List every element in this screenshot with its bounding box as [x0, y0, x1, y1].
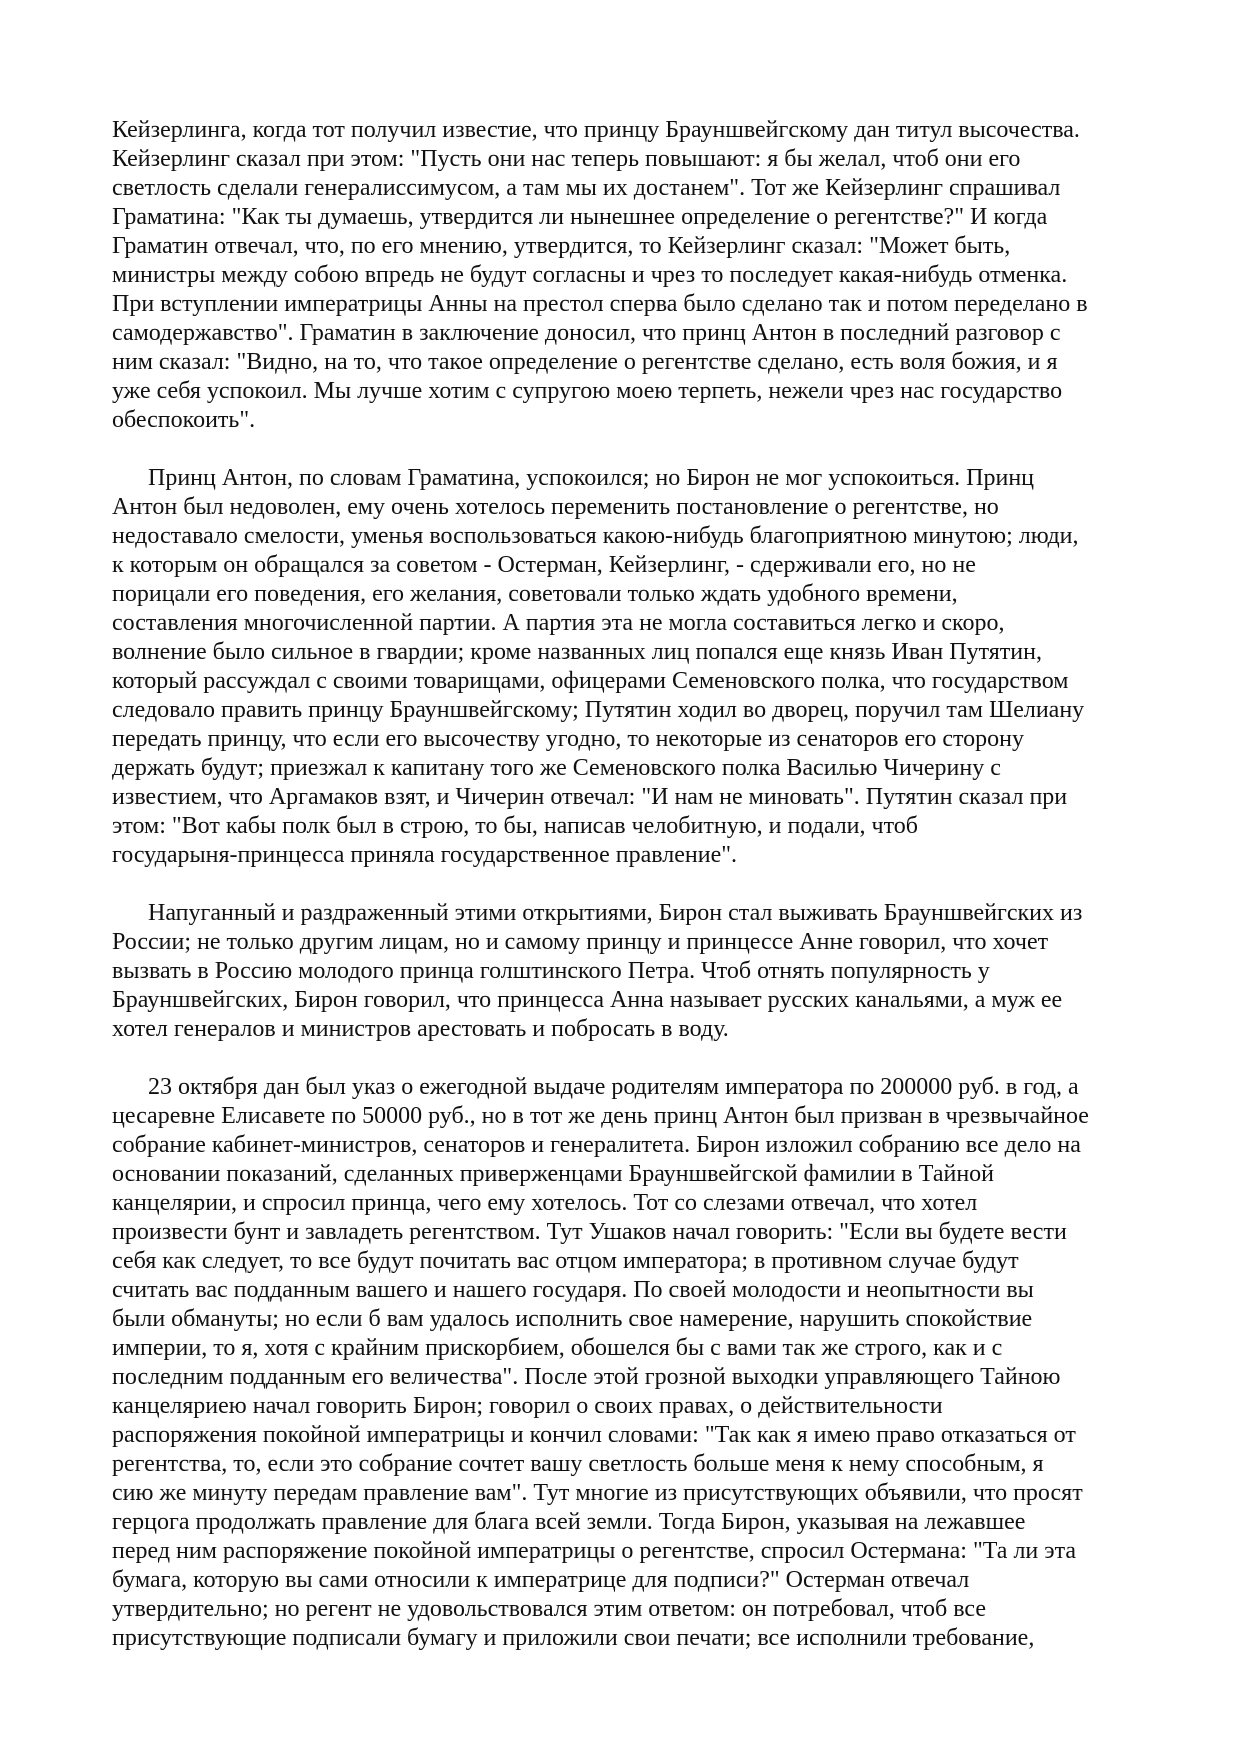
text-line: Антон был недоволен, ему очень хотелось переменить постановление о регентстве, но [112, 494, 999, 520]
text-line: канцеляриею начал говорить Бирон; говорил о своих правах, о действительности [112, 1393, 943, 1419]
text-line: основании показаний, сделанных приверженцами Брауншвейгской фамилии в Тайной [112, 1161, 995, 1187]
text-line: себя как следует, то все будут почитать вас отцом императора; в противном случае будут [112, 1248, 1019, 1274]
text-line: цесаревне Елисавете по 50000 руб., но в тот же день принц Антон был призван в чрезвычайное [112, 1103, 1089, 1129]
text-line: ним сказал: "Видно, на то, что такое определение о регентстве сделано, есть воля божия, и я [112, 349, 1058, 375]
text-line: были обмануты; но если б вам удалось исполнить свое намерение, нарушить спокойствие [112, 1306, 1033, 1332]
text-line: держать будут; приезжал к капитану того же Семеновского полка Василью Чичерину с [112, 755, 1001, 781]
text-line: известием, что Аргамаков взят, и Чичерин отвечал: "И нам не миновать". Путятин сказал при [112, 784, 1068, 810]
text-line: Граматина: "Как ты думаешь, утвердится ли нынешнее определение о регентстве?" И когда [112, 204, 1048, 230]
text-line: считать вас подданным вашего и нашего государя. По своей молодости и неопытности вы [112, 1277, 1034, 1303]
text-line: бумага, которую вы сами относили к императрице для подписи?" Остерман отвечал [112, 1567, 970, 1593]
text-line: обеспокоить". [112, 407, 256, 433]
text-line: следовало править принцу Брауншвейгскому; Путятин ходил во дворец, поручил там Шелиану [112, 697, 1085, 723]
text-line: недоставало смелости, уменья воспользоваться какою-нибудь благоприятною минутою; люди, [112, 523, 1079, 549]
text-line: регентства, то, если это собрание сочтет вашу светлость больше меня к нему способным, я [112, 1451, 1044, 1477]
text-line: волнение было сильное в гвардии; кроме названных лиц попался еще князь Иван Путятин, [112, 639, 1042, 665]
text-line: распоряжения покойной императрицы и кончил словами: "Так как я имею право отказаться от [112, 1422, 1076, 1448]
text-line: канцелярии, и спросил принца, чего ему хотелось. Тот со слезами отвечал, что хотел [112, 1190, 978, 1216]
text-line: последним подданным его величества". После этой грозной выходки управляющего Тайною [112, 1364, 1061, 1390]
text-line: к которым он обращался за советом - Остерман, Кейзерлинг, - сдерживали его, но не [112, 552, 976, 578]
text-line: министры между собою впредь не будут согласны и чрез то последует какая-нибудь отменка. [112, 262, 1068, 288]
text-line: светлость сделали генералиссимусом, а там мы их достанем". Тот же Кейзерлинг спрашивал [112, 175, 1061, 201]
paragraph-2 [112, 464, 1130, 870]
text-line: Принц Антон, по словам Граматина, успокоился; но Бирон не мог успокоиться. Принц [148, 465, 1035, 491]
text-line: уже себя успокоил. Мы лучше хотим с супругою моею терпеть, нежели чрез нас государство [112, 378, 1063, 404]
document-body [112, 116, 1130, 1682]
text-line: Брауншвейгских, Бирон говорил, что принцесса Анна называет русских канальями, а муж ее [112, 987, 1063, 1013]
text-line: При вступлении императрицы Анны на престол сперва было сделано так и потом переделано в [112, 291, 1088, 317]
text-line: Кейзерлинг сказал при этом: "Пусть они нас теперь повышают: я бы желал, чтоб они его [112, 146, 1021, 172]
text-line: Кейзерлинга, когда тот получил известие, что принцу Брауншвейгскому дан титул высочества. [112, 117, 1080, 143]
text-line: сию же минуту передам правление вам". Тут многие из присутствующих объявили, что просят [112, 1480, 1083, 1506]
text-line: присутствующие подписали бумагу и приложили свои печати; все исполнили требование, [112, 1625, 1035, 1651]
text-line: Напуганный и раздраженный этими открытиями, Бирон стал выживать Брауншвейгских из [148, 900, 1083, 926]
paragraph-1 [112, 116, 1130, 435]
text-line: перед ним распоряжение покойной императрицы о регентстве, спросил Остермана: "Та ли эта [112, 1538, 1077, 1564]
text-line: собрание кабинет-министров, сенаторов и генералитета. Бирон изложил собранию все дело на [112, 1132, 1081, 1158]
text-line: который рассуждал с своими товарищами, офицерами Семеновского полка, что государством [112, 668, 1069, 694]
text-line: хотел генералов и министров арестовать и побросать в воду. [112, 1016, 729, 1042]
paragraph-4 [112, 1073, 1130, 1653]
text-line: этом: "Вот кабы полк был в строю, то бы, написав челобитную, и подали, чтоб [112, 813, 918, 839]
text-line: империи, то я, хотя с крайним прискорбием, обошелся бы с вами так же строго, как и с [112, 1335, 1003, 1361]
text-line: утвердительно; но регент не удовольствовался этим ответом: он потребовал, чтоб все [112, 1596, 986, 1622]
text-line: герцога продолжать правление для блага всей земли. Тогда Бирон, указывая на лежавшее [112, 1509, 1026, 1535]
text-line: 23 октября дан был указ о ежегодной выдаче родителям императора по 200000 руб. в год, а [148, 1074, 1079, 1100]
text-line: самодержавство". Граматин в заключение доносил, что принц Антон в последний разговор с [112, 320, 1061, 346]
text-line: порицали его поведения, его желания, советовали только ждать удобного времени, [112, 581, 958, 607]
text-line: Граматин отвечал, что, по его мнению, утвердится, то Кейзерлинг сказал: "Может быть, [112, 233, 1011, 259]
text-line: государыня-принцесса приняла государственное правление". [112, 842, 738, 868]
text-line: составления многочисленной партии. А партия эта не могла составиться легко и скоро, [112, 610, 1005, 636]
text-line: вызвать в Россию молодого принца голштинского Петра. Чтоб отнять популярность у [112, 958, 990, 984]
text-line: передать принцу, что если его высочеству угодно, то некоторые из сенаторов его сторону [112, 726, 1025, 752]
text-line: России; не только другим лицам, но и самому принцу и принцессе Анне говорил, что хочет [112, 929, 1049, 955]
paragraph-3 [112, 899, 1130, 1044]
text-line: произвести бунт и завладеть регентством. Тут Ушаков начал говорить: "Если вы будете вести [112, 1219, 1067, 1245]
